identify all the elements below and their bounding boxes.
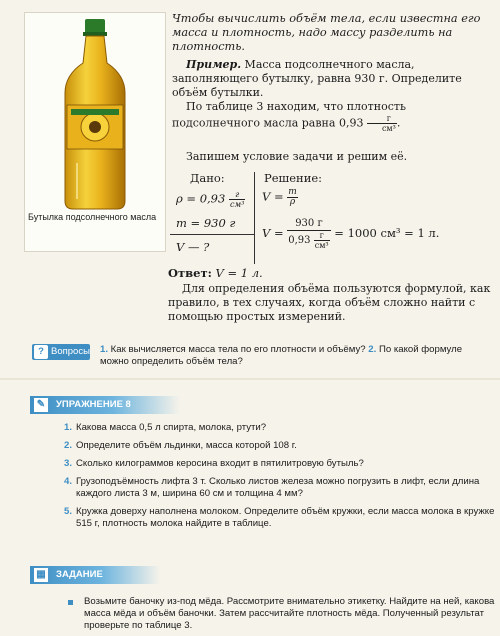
example-text: Масса подсолнечного масла, заполняющего бутылку, равна 930 г. Определите объём бутылки. xyxy=(172,58,462,99)
condition-paragraph: Запишем условие задачи и решим её. xyxy=(186,150,408,163)
exercise-item: 3. Сколько килограммов керосина входит в пятилитровую бутыль? xyxy=(64,458,364,469)
given-find: V — ? xyxy=(176,240,210,254)
exercise-item: 4. Грузоподъёмность лифта 3 т. Сколько листов железа можно погрузить в лифт, если длина каждого листа 3 м, ширина 60 см и толщина 4 мм? xyxy=(64,476,480,499)
answer-line: Ответ: V = 1 л. xyxy=(168,266,263,280)
questions-list: 1. Как вычисляется масса тела по его плотности и объёму? 2. По какой формуле можно определить объём тела? xyxy=(100,344,463,367)
example-label: Пример. xyxy=(186,58,242,71)
task-banner: ▦ ЗАДАНИЕ xyxy=(30,566,160,584)
given-density: ρ = 0,93 $\frac{г}{\text{см³}}$ xyxy=(176,190,245,209)
exercise-item: 1. Какова масса 0,5 л спирта, молока, ртути? xyxy=(64,422,267,433)
solution-title: Решение: xyxy=(264,171,323,185)
density-unit: $\frac{г}{\text{см³}}$ xyxy=(367,114,397,133)
exercise-banner: ✎ УПРАЖНЕНИЕ 8 xyxy=(30,396,180,414)
task-text: Возьмите баночку из-под мёда. Рассмотрите внимательно этикетку. Найдите на ней, какова масса мёда и объём баночки. Затем рассчитайте плотность мёда. Полученный результат проверьте по таблице 3. xyxy=(84,596,495,631)
density-paragraph: По таблице 3 находим, что плотность подсолнечного масла равна 0,93 $\frac{г}{\text{см³}}$ . xyxy=(172,100,406,133)
divider-horizontal xyxy=(170,234,254,235)
questions-badge: ? Вопросы xyxy=(32,344,90,360)
pencil-icon: ✎ xyxy=(34,398,48,412)
usage-paragraph: Для определения объёма пользуются формулой, как правило, в тех случаях, когда объём сложно найти с помощью простых измерений. xyxy=(168,282,491,323)
given-title: Дано: xyxy=(190,171,225,185)
grid-icon: ▦ xyxy=(34,568,48,582)
given-mass: m = 930 г xyxy=(176,216,236,230)
bullet-icon xyxy=(68,600,73,605)
example-paragraph xyxy=(172,58,492,100)
exercise-item: 2. Определите объём льдинки, масса которой 108 г. xyxy=(64,440,297,451)
rule-text: Чтобы вычислить объём тела, если известна его масса и плотность, надо массу разделить на плотность. xyxy=(172,12,481,53)
density-text: По таблице 3 находим, что плотность подсолнечного масла равна 0,93 xyxy=(172,100,406,130)
solution-formula: V = $\frac{m}{\rho}$ xyxy=(262,187,297,207)
oil-bottle-icon xyxy=(25,13,165,213)
solution-calculation: V = 930 г 0,93 $\frac{г}{\text{см³}}$ = 1000 см³ = 1 л. xyxy=(262,218,440,250)
question-icon: ? xyxy=(34,345,48,359)
exercise-item: 5. Кружка доверху наполнена молоком. Определите объём кружки, если масса молока в кружке 515 г, плотность молока найдите в таблице. xyxy=(64,506,495,529)
figure-caption: Бутылка подсолнечного масла xyxy=(28,212,157,222)
divider-vertical xyxy=(254,172,255,264)
section-divider xyxy=(0,378,500,380)
